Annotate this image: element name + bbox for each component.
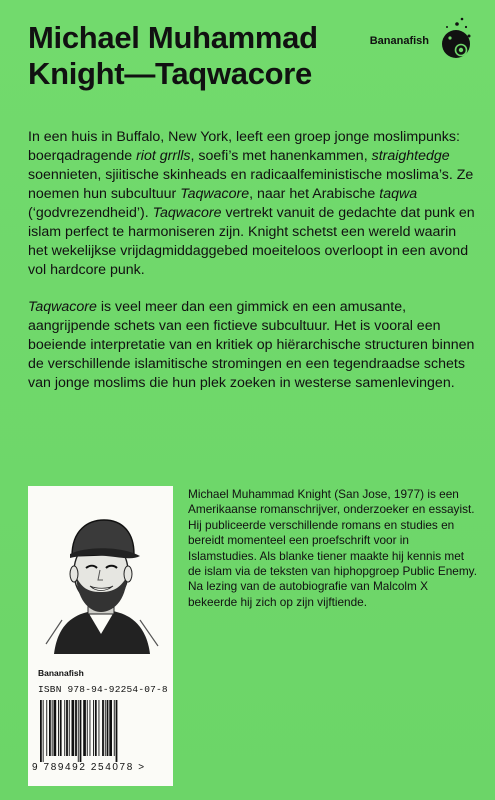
barcode-bar: [66, 700, 68, 756]
author-bio: Michael Muhammad Knight (San Jose, 1977) is een Amerikaanse romanschrijver, onderzoeker en essayist. Hij publiceerde verschillende romans en studies en bereidt momenteel een proefschrift voor in Islamstudies. Als blanke tiener maakte hij kennis met de islam via de teksten van hiphopgroep Public Enemy. Na lezing van de autobiografie van Malcolm X bekeerde hij zich op zijn vijftiende.: [188, 487, 477, 609]
barcode-bar: [78, 700, 79, 762]
barcode-bar: [64, 700, 65, 756]
barcode-bar: [93, 700, 94, 756]
barcode: [38, 700, 166, 762]
blurb-paragraph-2: [28, 298, 476, 393]
blurb-p1-segment: taqwa: [379, 186, 418, 202]
blurb-p1-segment: , soefi’s met hanenkammen,: [190, 148, 372, 164]
book-title: [28, 20, 408, 92]
barcode-bar: [60, 700, 62, 756]
blurb-p1-segment: Taqwacore: [152, 205, 222, 221]
blurb-p2-segment: is veel meer dan een gimmick en een amusante, aangrijpende schets van een fictieve subcultuur. Het is vooral een boeiende interpretatie van en kritiek op hiërarchische structuren binnen de verschillende islamitische stromingen en een tegendraadse schets van jonge moslims die hun plek zoeken in westerse samenlevingen.: [28, 299, 475, 391]
book-blurb: [28, 128, 476, 411]
barcode-bar: [99, 700, 100, 756]
card-publisher-name: Bananafish: [38, 668, 84, 678]
barcode-digits: 9 789492 254078 >: [32, 762, 146, 773]
blurb-p1-segment: Taqwacore: [180, 186, 250, 202]
blurb-p2-segment: Taqwacore: [28, 299, 97, 315]
blurb-p1-segment: In een huis in Buffalo, New York, leeft een groep jonge moslimpunks: boerqadragende: [28, 129, 460, 164]
barcode-bar: [69, 700, 70, 756]
barcode-bar: [40, 700, 42, 762]
publisher-name: Bananafish: [369, 35, 429, 47]
publisher-brand: [370, 14, 473, 64]
author-portrait: [36, 494, 166, 654]
barcode-bar: [90, 700, 91, 756]
barcode-bar: [83, 700, 86, 756]
isbn-text: ISBN 978-94-92254-07-8: [38, 684, 168, 695]
barcode-bar: [49, 700, 51, 756]
blurb-p1-segment: straightedge: [371, 148, 450, 164]
blurb-p1-segment: soennieten, sjiitische skinheads en radicaalfeministische moslima’s. Ze noemen hun subcultuur: [28, 167, 474, 202]
bananafish-logo-icon: [435, 14, 473, 64]
barcode-bar: [52, 700, 53, 756]
blurb-paragraph-1: [28, 128, 476, 280]
barcode-bar: [43, 700, 44, 762]
author-card: [28, 486, 173, 786]
barcode-bar: [116, 700, 118, 762]
title-line-author: Michael Muhammad: [28, 20, 318, 55]
barcode-bar: [87, 700, 88, 756]
barcode-bar: [58, 700, 59, 756]
barcode-bar: [109, 700, 112, 756]
barcode-bar: [95, 700, 97, 756]
blurb-p1-segment: vertrekt vanuit de gedachte dat punk en islam perfect te harmoniseren zijn. Knight schetst een wereld waarin het wekelijkse vrijdagmiddaggebed moeiteloos overloopt in een avond vol hardcore punk.: [28, 205, 475, 278]
blurb-p1-segment: riot grrlls: [136, 148, 191, 164]
barcode-bar: [102, 700, 104, 756]
barcode-bar: [75, 700, 77, 756]
title-line-book: Knight—Taqwacore: [28, 56, 312, 91]
barcode-bar: [107, 700, 109, 756]
barcode-bar: [80, 700, 82, 762]
blurb-p1-segment: (‘godvrezendheid’).: [28, 205, 153, 221]
blurb-p1-segment: , naar het Arabische: [249, 186, 380, 202]
barcode-bar: [105, 700, 106, 756]
barcode-bar: [114, 700, 115, 756]
barcode-bar: [72, 700, 75, 756]
barcode-bar: [46, 700, 47, 756]
barcode-bar: [54, 700, 57, 756]
